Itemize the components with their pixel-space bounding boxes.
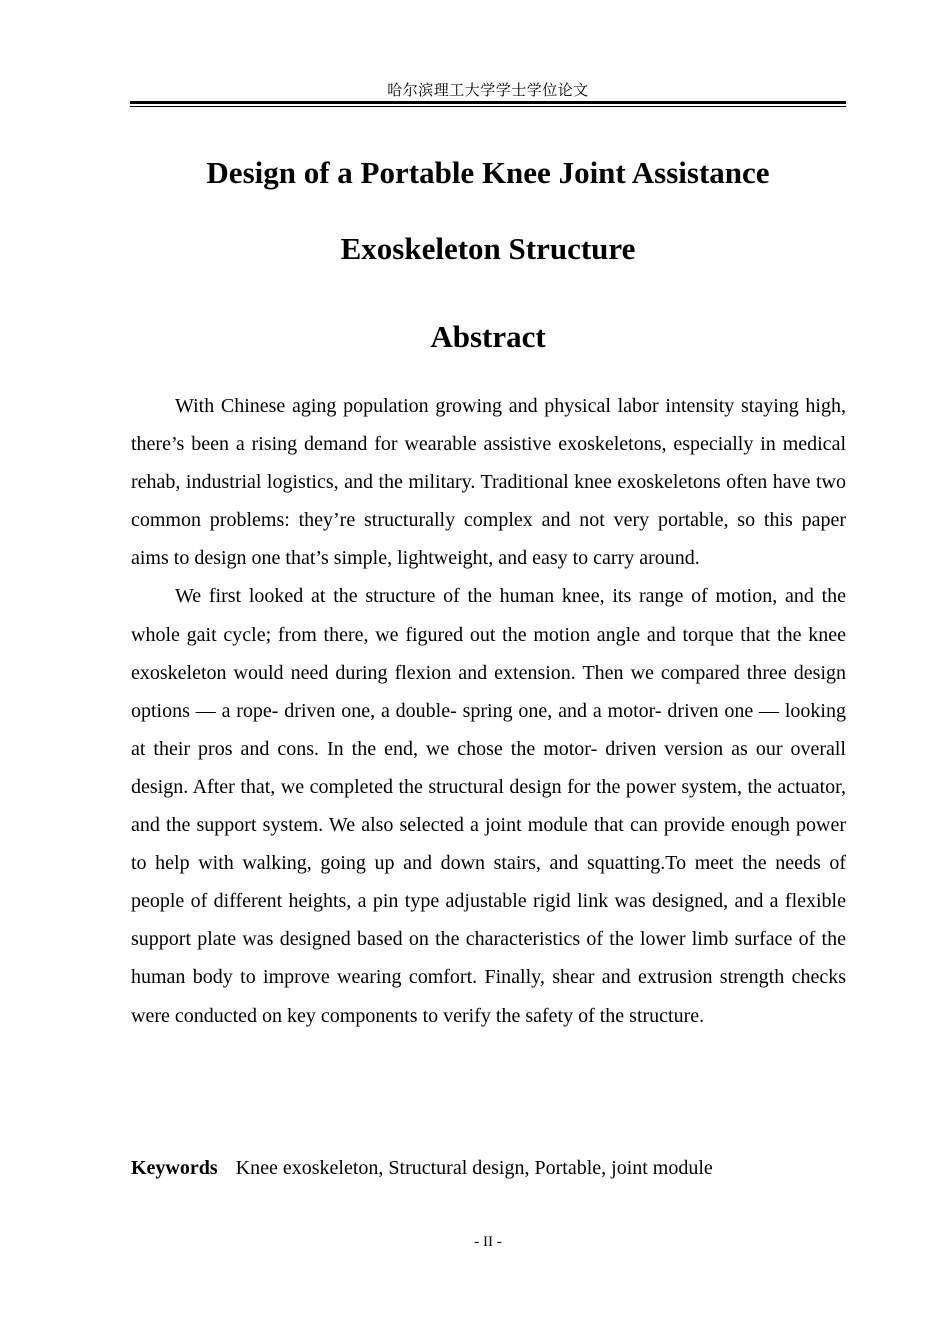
thesis-title-line-2: Exoskeleton Structure <box>340 231 636 266</box>
keywords-value: Knee exoskeleton, Structural design, Portable, joint module <box>235 1157 713 1179</box>
keywords-line <box>131 1149 846 1187</box>
abstract-body <box>131 387 846 1035</box>
thesis-title-line-1: Design of a Portable Knee Joint Assistance <box>206 155 770 190</box>
page-number: - II - <box>474 1234 502 1250</box>
header-rule-thin <box>130 106 846 107</box>
abstract-heading: Abstract <box>430 319 546 354</box>
abstract-paragraph-2: We first looked at the structure of the human knee, its range of motion, and the whole gait cycle; from there, we figured out the motion angle and torque that the knee exoskeleton would need during flexion and extension. Then we compared three design options — a rope- driven one, a double- spring one, and a motor- driven one — looking at their pros and cons. In the end, we chose the motor- driven version as our overall design. After that, we completed the structural design for the power system, the actuator, and the support system. We also selected a joint module that can provide enough power to help with walking, going up and down stairs, and squatting.To meet the needs of people of different heights, a pin type adjustable rigid link was designed, and a flexible support plate was designed based on the characteristics of the lower limb surface of the human body to improve wearing comfort. Finally, shear and extrusion strength checks were conducted on key components to verify the safety of the structure. <box>131 585 846 1027</box>
keywords-label: Keywords <box>131 1157 218 1179</box>
running-header: 哈尔滨理工大学学士学位论文 <box>387 81 589 99</box>
abstract-paragraph-1: With Chinese aging population growing and physical labor intensity staying high, there’s been a rising demand for wearable assistive exoskeletons, especially in medical rehab, industrial logistics, and the military. Traditional knee exoskeletons often have two common problems: they’re structurally complex and not very portable, so this paper aims to design one that’s simple, lightweight, and easy to carry around. <box>131 395 846 570</box>
header-rule-thick <box>130 101 846 104</box>
